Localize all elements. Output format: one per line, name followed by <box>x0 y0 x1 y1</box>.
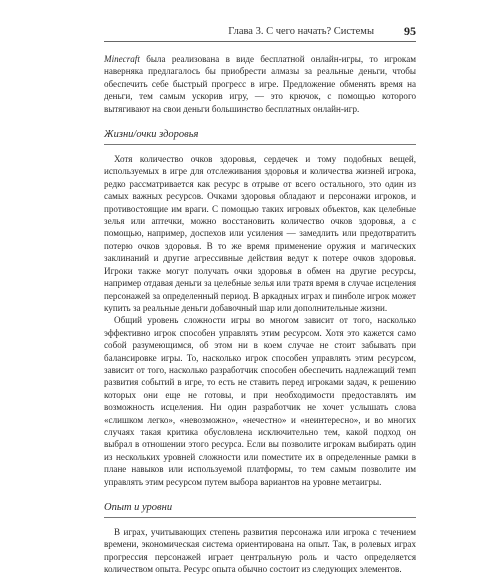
paragraph-health-1: Хотя количество очков здоровья, сердечек и тому подобных вещей, используемых в игре для отслеживания здоровья и количества жизней игрока, редко рассматривается как ресурс в отрыве от всего остального, это один из самых важных ресурсов. Очками здоровья обладают и персонажи игроков, и противостоящие им враги. С помощью таких игровых объектов, как целебные зелья или аптечки, можно восстановить количество очков здоровья, а с помощью, например, доспехов или усиления — замедлить или предотвратить потерю очков здоровья. В то же время применение оружия и магических заклинаний и другие агрессивные действия ведут к потере очков здоровья. Игроки также могут получать очки здоровья в обмен на другие ресурсы, например отдавая деньги за целебные зелья или тратя время в случае исцеления персонажей за определенный период. В аркадных играх и пинболе игрок может купить за реальные деньги добавочный шар или дополнительные жизни. <box>104 154 416 313</box>
running-head <box>104 26 416 41</box>
section-heading-experience: Опыт и уровни <box>104 502 416 518</box>
header-rule <box>104 41 416 42</box>
page-body <box>104 53 416 576</box>
intro-text: была реализована в виде бесплатной онлайн-игры, то игрокам наверняка предлагалось бы приобрести алмазы за реальные деньги, чтобы обеспечить себе быстрый прогресс в игре. Предложение обменять время на деньги, тем самым ускорив игру, — это крючок, с помощью которого вытягивают на свои деньги большинство бесплатных онлайн-игр. <box>104 54 416 114</box>
paragraph-experience-1: В играх, учитывающих степень развития персонажа или игрока с течением времени, экономическая система ориентирована на опыт. Так, в ролевых играх прогрессия персонажей играет центральную роль и часто определяется количеством опыта. Ресурс опыта обычно состоит из следующих элементов. <box>104 527 416 575</box>
intro-paragraph <box>104 53 416 115</box>
game-title-italic: Minecraft <box>104 54 140 64</box>
page-number: 95 <box>404 24 416 38</box>
chapter-title: Глава 3. С чего начать? Системы <box>228 26 374 37</box>
section-heading-health: Жизни/очки здоровья <box>104 129 416 145</box>
paragraph-health-2: Общий уровень сложности игры во многом зависит от того, насколько эффективно игрок способен управлять этим ресурсом. Хотя это кажется само собой разумеющимся, об этом ни в коем случае не стоит забывать при балансировке игры. То, насколько игрок способен управлять этим ресурсом, зависит от того, насколько разработчик способен обеспечить надлежащий темп развития событий в игре, то есть не ставить перед игроками задач, к решению которых они еще не готовы, и при необходимости предоставлять им возможность исцеления. Ни один разработчик не хочет услышать слова «слишком легко», «невозможно», «нечестно» и «неинтересно», и во многих случаях такая критика обусловлена исключительно тем, какой подход он выбрал в отношении этого ресурса. Если вы позволите игрокам выбирать один из нескольких уровней сложности или поместите их в определенные рамки в плане навыков или используемой платформы, то тем самым позволите им управлять этим ресурсом путем выбора вариантов на уровне метаигры. <box>104 315 416 487</box>
